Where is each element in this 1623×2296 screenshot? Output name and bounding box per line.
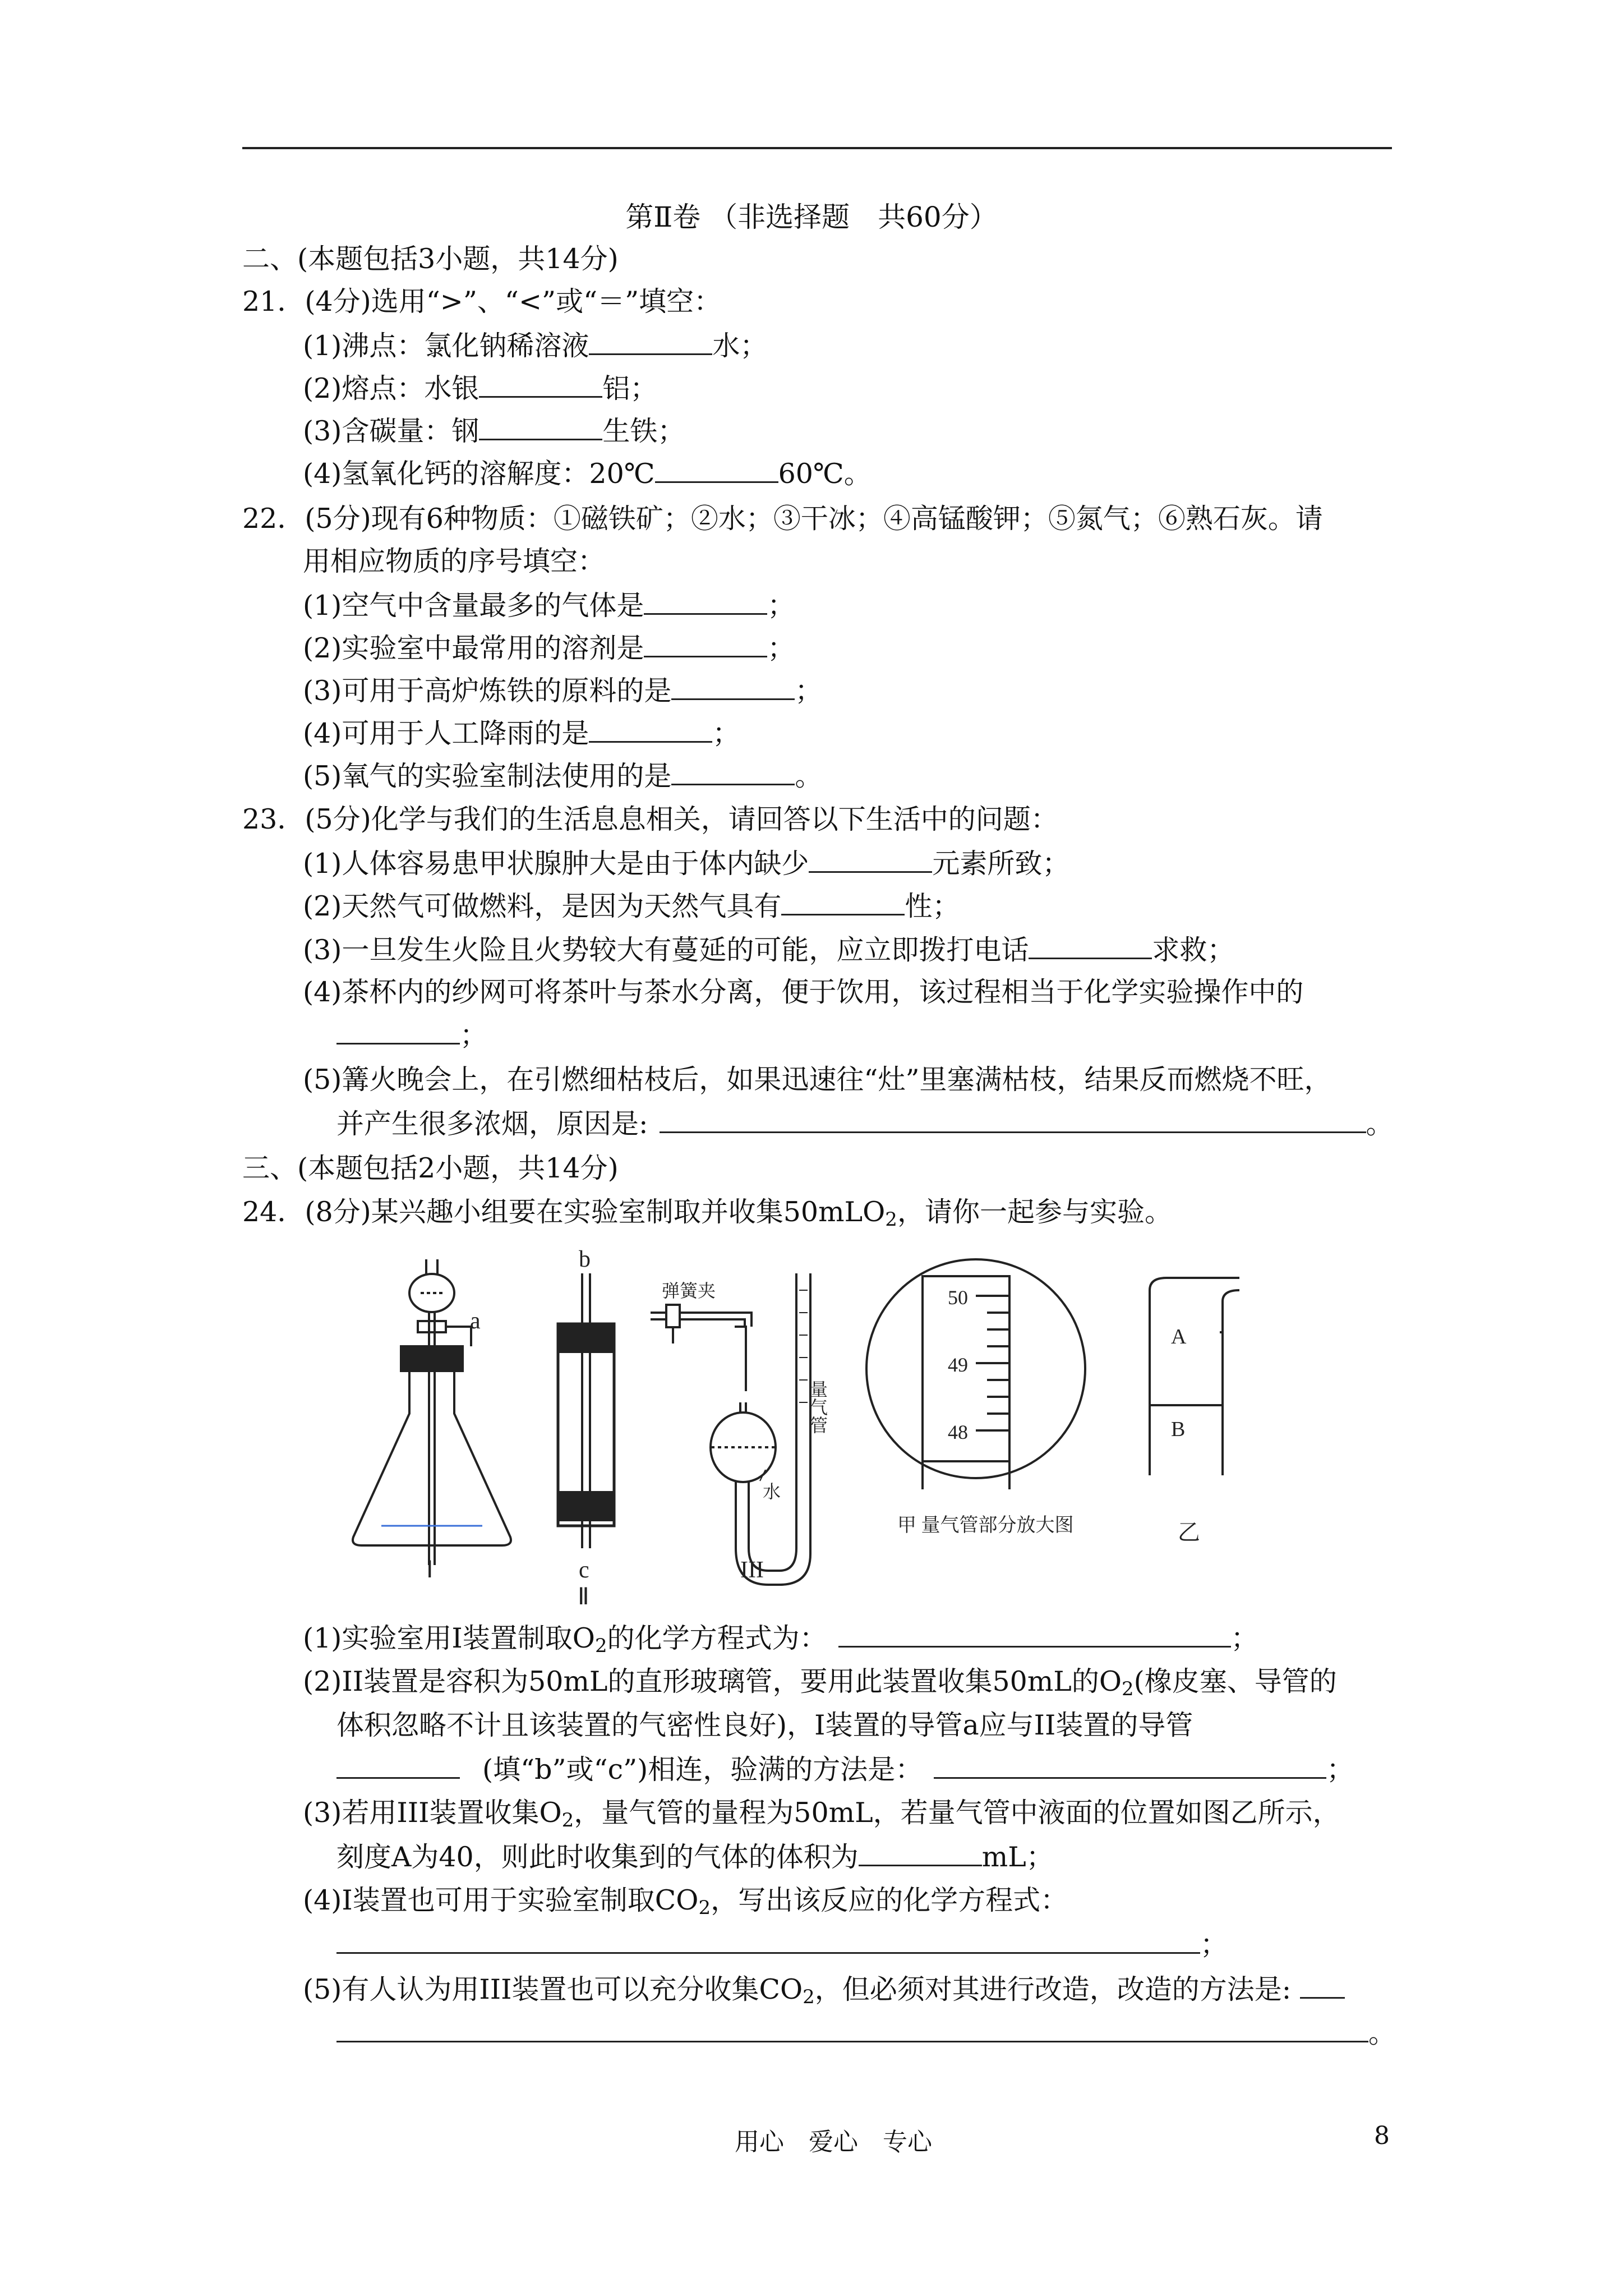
q24-part-2: (2)II装置是容积为50mL的直形玻璃管，要用此装置收集50mL的$O_2$(橡皮塞、导管的 [303,1665,1337,1700]
q24-blank-4[interactable] [336,1927,1200,1954]
q23-blank-2[interactable] [781,889,905,915]
q22-blank-3[interactable] [671,674,795,700]
label-III: III [740,1557,764,1583]
q23-blank-4[interactable] [336,1018,460,1045]
q23-item-2: (2)天然气可做燃料，是因为天然气具有 性； [303,890,960,922]
apparatus-3 [651,1273,810,1585]
q21-item-3: (3)含碳量：钢 生铁； [303,415,685,447]
scale-50: 50 [948,1286,968,1309]
q21-item-2: (2)熔点：水银 铝； [303,372,658,404]
mark-a: A [1171,1325,1187,1349]
caption-jia: 甲 量气管部分放大图 [897,1515,1074,1536]
q24-part-5-answer: 。 [336,2016,1396,2050]
page-number: 8 [1374,2122,1390,2150]
q24-part-3: (3)若用III装置收集$O_2$，量气管的量程为50mL，若量气管中液面的位置如图乙所示， [303,1797,1340,1832]
q24-blank-5a[interactable] [1300,1972,1345,1999]
figure-jia [866,1259,1085,1489]
mark-b: B [1171,1418,1186,1441]
footer-slogan: 用心 爱心 专心 [735,2128,932,2156]
q22-blank-1[interactable] [644,588,767,615]
apparatus-1 [353,1259,511,1565]
q24-part-2-line-3: (填“b”或“c”)相连，验满的方法是： ； [336,1752,1354,1787]
q24-part-2-line-2: 体积忽略不计且该装置的气密性良好)，Ⅰ装置的导管a应与II装置的导管 [336,1709,1193,1741]
q21-item-1: (1)沸点：氯化钠稀溶液 水； [303,330,768,362]
header-rule [242,147,1392,149]
q24-blank-2b[interactable] [934,1752,1326,1779]
apparatus-2 [558,1273,614,1548]
tube-label-c: c [579,1557,589,1583]
q24-part-4-answer: ； [336,1927,1228,1962]
q21-blank-1[interactable] [589,329,712,355]
scale-49: 49 [948,1354,968,1376]
q23-blank-5[interactable] [660,1107,1366,1133]
question-24-stem: 24．(8分)某兴趣小组要在实验室制取并收集50mLO$_2$，请你一起参与实验。 [242,1196,1172,1231]
q21-blank-3[interactable] [479,414,602,440]
question-22-stem: 22．(5分)现有6种物质：①磁铁矿；②水；③干冰；④高锰酸钾；⑤氮气；⑥熟石灰。请 [242,503,1323,535]
q22-item-5: (5)氧气的实验室制法使用的是 。 [303,760,823,792]
q24-blank-2a[interactable] [336,1752,460,1779]
apparatus-figure [336,1234,1391,1610]
q21-blank-2[interactable] [479,371,602,398]
q24-part-5: (5)有人认为用III装置也可以充分收集$CO_2$，但必须对其进行改造，改造的方法是: [303,1972,1345,2007]
q24-blank-1[interactable] [838,1621,1231,1648]
q22-item-2: (2)实验室中最常用的溶剂是 ； [303,632,795,664]
label-I: Ⅰ [426,1557,434,1583]
q24-part-1: (1)实验室用Ⅰ装置制取$O_2$的化学方程式为： ； [303,1622,1258,1657]
clip-label: 弹簧夹 [662,1281,716,1301]
q23-item-5: (5)篝火晚会上，在引燃细枯枝后，如果迅速往“灶”里塞满枯枝，结果反而燃烧不旺， [303,1064,1332,1096]
q22-item-4: (4)可用于人工降雨的是 ； [303,717,740,749]
q21-item-4: (4)氢氧化钙的溶解度：20℃ 60℃。 [303,458,872,490]
q22-blank-2[interactable] [644,631,767,657]
page-title: 第Ⅱ卷 （非选择题 共60分） [625,201,998,233]
tube-label-a: a [470,1308,481,1334]
q23-item-1: (1)人体容易患甲状腺肿大是由于体内缺少 元素所致； [303,848,1070,880]
q22-item-1: (1)空气中含量最多的气体是 ； [303,590,795,622]
question-23-stem: 23．(5分)化学与我们的生活息息相关，请回答以下生活中的问题： [242,803,1058,835]
q23-item-4: (4)茶杯内的纱网可将茶叶与茶水分离，便于饮用，该过程相当于化学实验操作中的 [303,976,1304,1008]
label-II: Ⅱ [578,1584,589,1610]
q22-blank-4[interactable] [589,716,712,743]
scale-48: 48 [948,1421,968,1443]
tube-label-b: b [579,1246,591,1272]
q21-blank-4[interactable] [655,457,778,483]
section-heading-2: 二、(本题包括3小题，共14分) [242,243,619,275]
q24-blank-3[interactable] [859,1840,982,1866]
caption-yi: 乙 [1178,1520,1200,1545]
gas-tube-label: 量气管 [808,1380,828,1434]
q23-item-3: (3)一旦发生火险且火势较大有蔓延的可能，应立即拨打电话 求救； [303,934,1235,966]
q24-part-4: (4)Ⅰ装置也可用于实验室制取$CO_2$，写出该反应的化学方程式： [303,1884,1068,1919]
q23-item-4-answer: ； [336,1018,487,1052]
section-heading-3: 三、(本题包括2小题，共14分) [242,1152,619,1184]
q23-blank-1[interactable] [809,846,932,873]
q23-item-5-answer: 并产生很多浓烟，原因是: 。 [336,1108,1394,1140]
water-label: 水 [763,1481,781,1502]
q22-blank-5[interactable] [671,759,795,785]
q24-part-3-line-2: 刻度A为40，则此时收集到的气体的体积为 mL； [336,1841,1054,1873]
figure-yi [1150,1278,1239,1475]
q24-blank-5b[interactable] [336,2016,1368,2042]
question-22-stem-2: 用相应物质的序号填空： [303,545,606,577]
question-21-stem: 21．(4分)选用“>”、“<”或“＝”填空： [242,286,722,318]
q23-blank-3[interactable] [1029,933,1152,959]
q22-item-3: (3)可用于高炉炼铁的原料的是 ； [303,675,823,707]
